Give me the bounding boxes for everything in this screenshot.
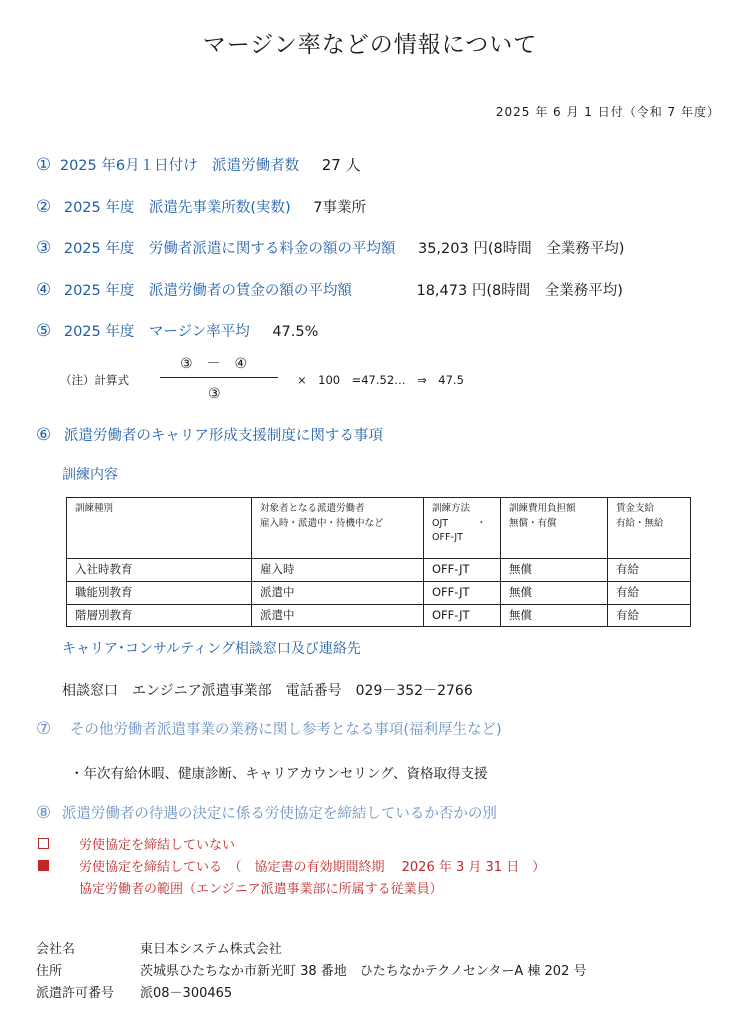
formula-numerator: ③ － ④ xyxy=(180,356,248,372)
section-heading: 派遣労働者の待遇の決定に係る労使協定を締結しているか否かの別 xyxy=(61,806,497,822)
table-row xyxy=(67,604,691,627)
table-cell: 有給 xyxy=(608,581,691,604)
header-cell xyxy=(252,498,424,559)
item-label: 2025 年度 派遣労働者の賃金の額の平均額 xyxy=(63,283,352,299)
formula-result: × 100 =47.52… ⇒ 47.5 xyxy=(297,373,464,387)
table-cell: 有給 xyxy=(608,559,691,582)
table-cell: 無償 xyxy=(501,559,608,582)
item-number: ⑧ xyxy=(36,803,52,823)
table-row xyxy=(67,559,691,582)
item-value: 18,473 円(8時間 全業務平均) xyxy=(416,283,623,299)
item-value: 35,203 円(8時間 全業務平均) xyxy=(417,241,625,257)
agreement-heading xyxy=(36,802,497,823)
item-value: 47.5% xyxy=(272,324,319,340)
item-label: 2025 年度 労働者派遣に関する料金の額の平均額 xyxy=(63,241,396,257)
item-average-fee xyxy=(36,237,624,258)
item-number: ⑦ xyxy=(36,719,52,739)
item-dispatch-workers xyxy=(36,154,361,175)
career-support-heading xyxy=(36,424,383,445)
formula-denominator: ③ xyxy=(208,386,221,402)
table-cell: 派遣中 xyxy=(252,604,424,627)
item-label: 2025 年6月１日付け 派遣労働者数 xyxy=(59,158,300,174)
consult-contact: 相談窓口 エンジニア派遣事業部 電話番号 029－352－2766 xyxy=(62,683,473,699)
header-text: 対象者となる派遣労働者 xyxy=(260,503,365,514)
company-name: 東日本システム株式会社 xyxy=(140,942,282,957)
checked-box-icon xyxy=(38,860,49,871)
item-label: 2025 年度 マージン率平均 xyxy=(63,324,250,340)
table-cell: 雇入時 xyxy=(252,559,424,582)
header-text: 有給・無給 xyxy=(616,517,664,529)
option-concluded xyxy=(38,856,545,875)
table-cell: OFF-JT xyxy=(424,559,501,582)
table-cell: 無償 xyxy=(501,604,608,627)
item-number: ⑤ xyxy=(36,321,52,341)
issue-date: 2025 年 6 月 1 日付（令和 7 年度） xyxy=(495,105,720,119)
header-text: 訓練種別 xyxy=(75,503,114,514)
header-text: 訓練方法 xyxy=(432,503,471,514)
table-cell: 有給 xyxy=(608,604,691,627)
header-text: OJT ・ xyxy=(432,517,487,529)
company-address: 茨城県ひたちなか市新光町 38 番地 ひたちなかテクノセンターA 棟 202 号 xyxy=(140,964,587,979)
header-cell xyxy=(501,498,608,559)
item-number: ③ xyxy=(36,238,52,258)
training-table xyxy=(66,497,691,627)
item-client-offices xyxy=(36,196,366,217)
option-label: 労使協定を締結している （ 協定書の有効期間終期 2026 年 3 月 31 日 ） xyxy=(79,860,546,875)
fraction-bar xyxy=(160,377,278,378)
item-value: 7事業所 xyxy=(313,200,367,216)
consult-heading: キャリア･コンサルティング相談窓口及び連絡先 xyxy=(62,641,361,657)
table-cell: OFF-JT xyxy=(424,604,501,627)
license-label: 派遣許可番号 xyxy=(36,986,115,1001)
benefits-text: ・年次有給休暇、健康診断、キャリアカウンセリング、資格取得支援 xyxy=(70,766,488,782)
table-header-row xyxy=(67,498,691,559)
item-number: ④ xyxy=(36,280,52,300)
header-cell xyxy=(67,498,252,559)
company-name-label: 会社名 xyxy=(36,942,76,957)
section-heading: 派遣労働者のキャリア形成支援制度に関する事項 xyxy=(63,428,383,444)
item-number: ⑥ xyxy=(36,425,52,445)
item-number: ② xyxy=(36,197,52,217)
option-not-concluded xyxy=(38,834,235,853)
agreement-scope: 協定労働者の範囲（エンジニア派遣事業部に所属する従業員） xyxy=(79,882,443,897)
header-text: 無償・有償 xyxy=(509,517,557,529)
item-margin-rate xyxy=(36,320,318,341)
header-cell xyxy=(608,498,691,559)
table-cell: 階層別教育 xyxy=(67,604,252,627)
page-title: マージン率などの情報について xyxy=(202,32,538,58)
training-subheading: 訓練内容 xyxy=(62,467,118,483)
section-heading: その他労働者派遣事業の業務に関し参考となる事項(福利厚生など) xyxy=(69,722,502,738)
table-cell: 入社時教育 xyxy=(67,559,252,582)
item-value: 27 人 xyxy=(321,156,361,174)
header-cell xyxy=(424,498,501,559)
formula-label: （注）計算式 xyxy=(60,373,129,387)
table-cell: 派遣中 xyxy=(252,581,424,604)
option-label: 労使協定を締結していない xyxy=(79,838,236,853)
item-number: ① xyxy=(36,155,52,175)
header-text: 訓練費用負担額 xyxy=(509,503,576,514)
license-number: 派08－300465 xyxy=(140,986,233,1001)
header-text: 賃金支給 xyxy=(616,503,655,514)
header-text: OFF-JT xyxy=(432,532,463,544)
other-matters-heading xyxy=(36,718,502,739)
item-label: 2025 年度 派遣先事業所数(実数) xyxy=(63,200,291,216)
table-cell: 無償 xyxy=(501,581,608,604)
address-label: 住所 xyxy=(36,964,63,979)
item-average-wage xyxy=(36,279,623,300)
header-text: 雇入時・派遣中・待機中など xyxy=(260,517,384,529)
table-cell: 職能別教育 xyxy=(67,581,252,604)
table-row xyxy=(67,581,691,604)
unchecked-box-icon xyxy=(38,838,49,849)
table-cell: OFF-JT xyxy=(424,581,501,604)
